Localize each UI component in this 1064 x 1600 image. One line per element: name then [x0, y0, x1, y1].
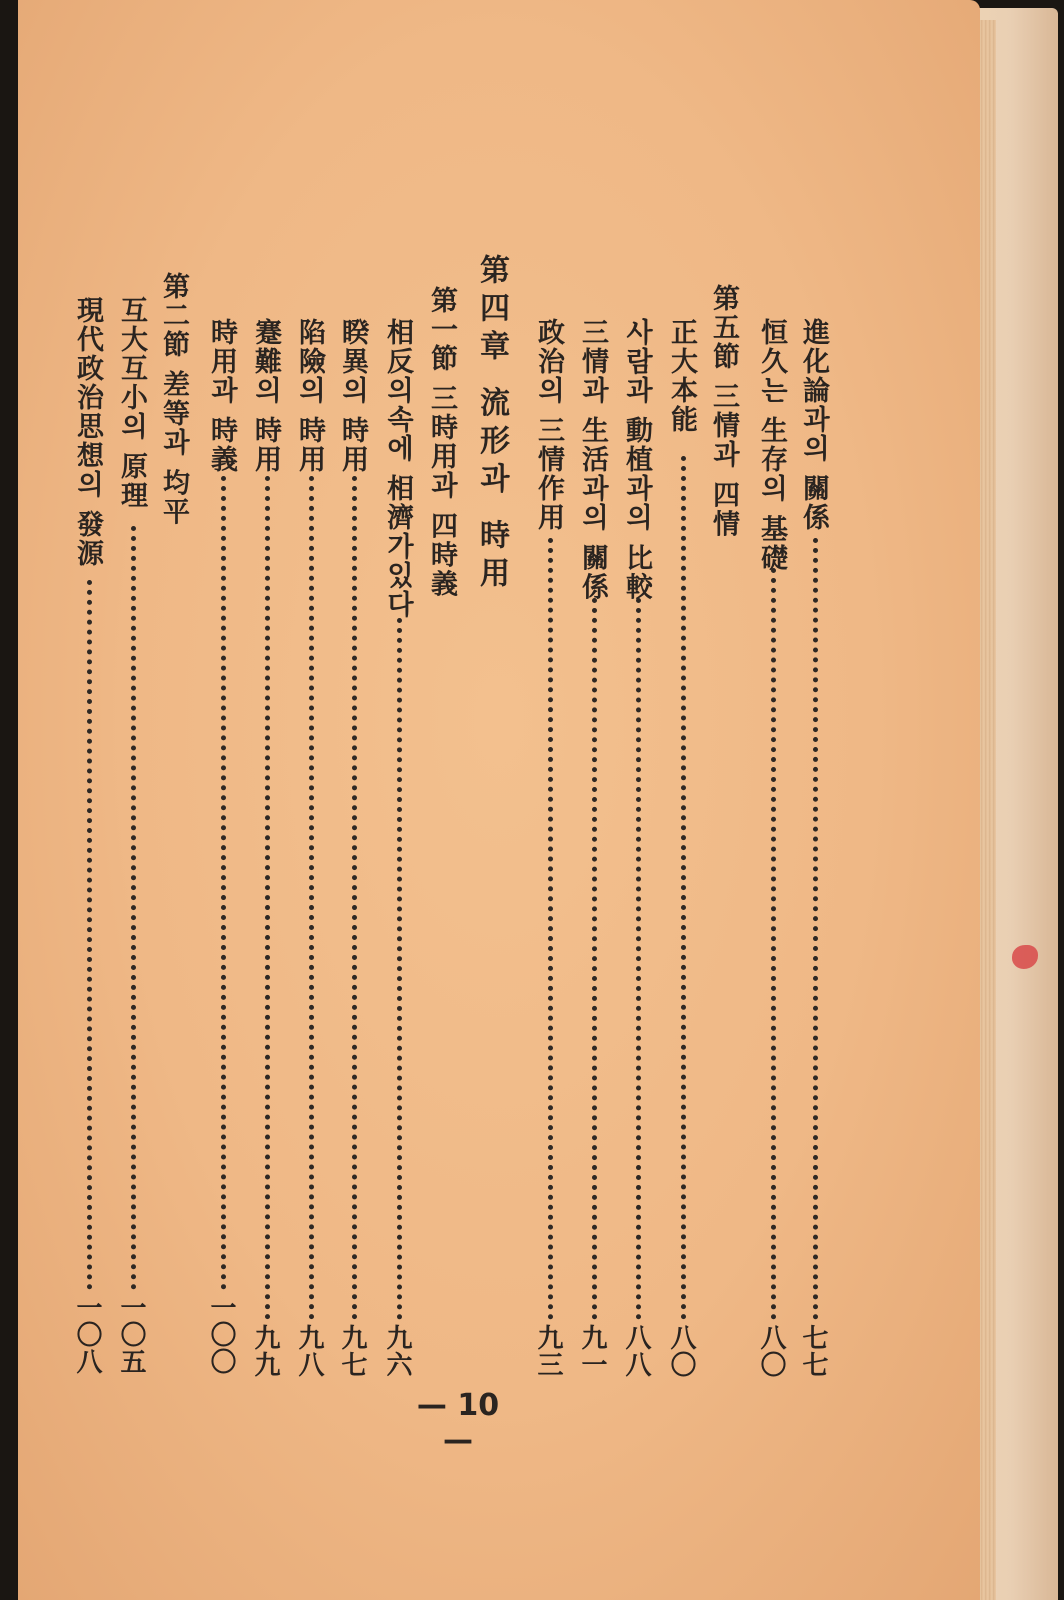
- toc-page-number: 九六: [382, 1324, 412, 1378]
- toc-page-number: 八〇: [756, 1324, 786, 1378]
- toc-entry: 現代政治思想의 發源: [72, 296, 103, 569]
- toc-page-number: 一〇五: [116, 1294, 146, 1375]
- toc-entry: 時用과 時義: [206, 318, 237, 475]
- toc-page-number: 一〇〇: [206, 1294, 236, 1375]
- toc-leader: [813, 538, 818, 1320]
- toc-page-number: 八八: [621, 1324, 651, 1378]
- chapter-heading: 第四章 流形과 時用: [474, 254, 509, 595]
- toc-entry: 三情과 生活과의 關係: [577, 318, 608, 602]
- toc-leader: [397, 618, 402, 1320]
- toc-entry: 互大互小의 原理: [116, 296, 147, 511]
- toc-leader: [309, 476, 314, 1320]
- toc-entry: 蹇難의 時用: [250, 318, 281, 475]
- toc-entry: 正大本能: [666, 318, 697, 434]
- section-heading: 第五節 三情과 四情: [708, 284, 739, 539]
- toc-page-number: 八〇: [666, 1324, 696, 1378]
- toc-leader: [592, 598, 597, 1320]
- toc-page-number: 一〇八: [72, 1294, 102, 1375]
- toc-entry: 사람과 動植과의 比較: [621, 318, 652, 602]
- toc-leader: [352, 476, 357, 1320]
- toc-entry: 進化論과의 關係: [798, 318, 829, 533]
- toc-page-number: 九九: [250, 1324, 280, 1378]
- toc-page-number: 七七: [798, 1324, 828, 1378]
- toc-entry: 相反의속에 相濟가있다: [382, 318, 413, 620]
- toc-leader: [771, 568, 776, 1320]
- toc-page-number: 九七: [337, 1324, 367, 1378]
- section-heading: 第一節 三時用과 四時義: [426, 286, 457, 599]
- toc-leader: [636, 598, 641, 1320]
- toc-leader: [548, 538, 553, 1320]
- toc-page-number: 九三: [533, 1324, 563, 1378]
- toc-leader: [265, 476, 270, 1320]
- toc-entry: 恒久는 生存의 基礎: [756, 318, 787, 573]
- toc-leader: [221, 476, 226, 1290]
- toc-page-number: 九八: [294, 1324, 324, 1378]
- toc-entry: 政治의 三情作用: [533, 318, 564, 533]
- section-heading: 第二節 差等과 均平: [158, 272, 189, 527]
- toc-entry: 睽異의 時用: [337, 318, 368, 475]
- page-number: — 10 —: [416, 1388, 500, 1458]
- toc-page-number: 九一: [577, 1324, 607, 1378]
- toc-leader: [131, 526, 136, 1290]
- book-page: [18, 0, 980, 1600]
- toc-leader: [681, 456, 686, 1320]
- toc-leader: [87, 580, 92, 1290]
- toc-entry: 陷險의 時用: [294, 318, 325, 475]
